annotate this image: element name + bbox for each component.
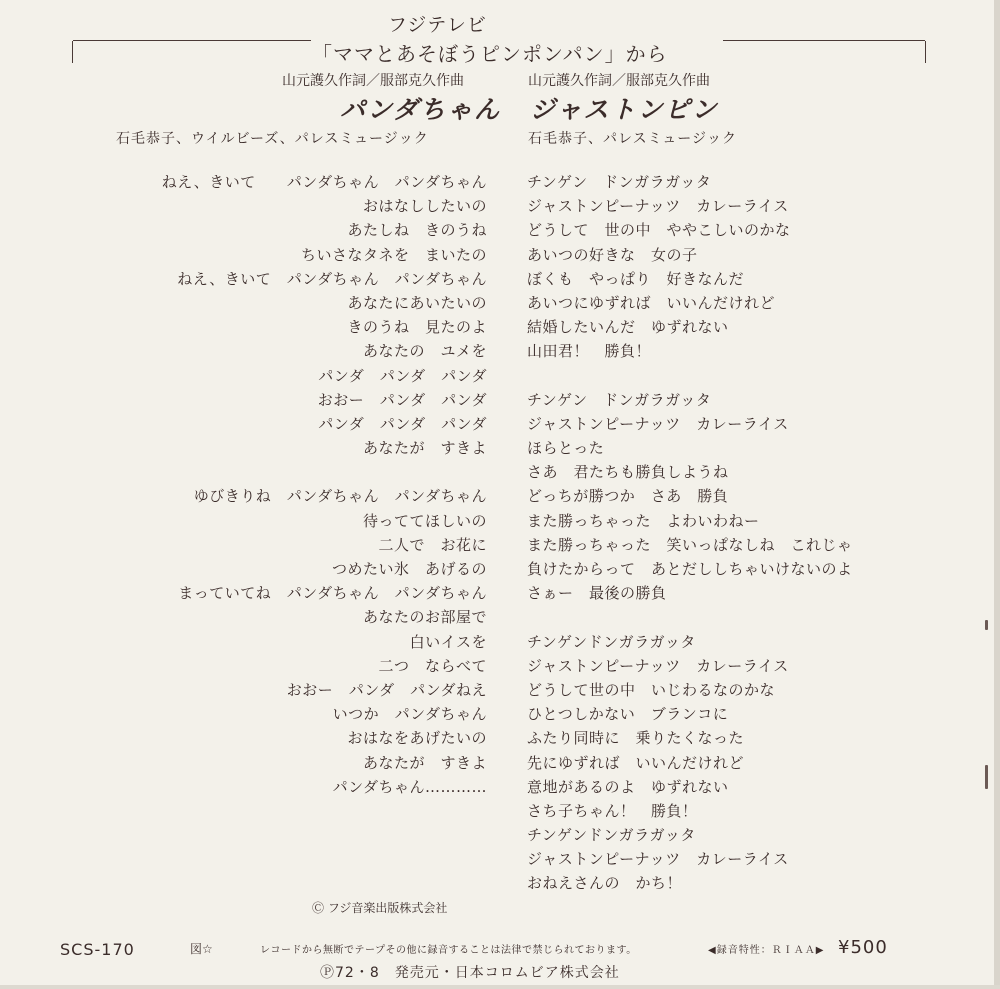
lyric-line: 待っててほしいの [362,511,487,530]
print-mark [985,620,988,630]
lyric-line: つめたい氷 あげるの [331,560,487,578]
lyric-line: ジャストンピーナッツ カレーライス [527,850,789,869]
lyric-line: いつか パンダちゃん [332,705,487,724]
lyric-line: ジャストンピーナッツ カレーライス [527,414,789,433]
lyric-line: おおー パンダ パンダねえ [286,680,487,699]
lyric-line: さち子ちゃん！ 勝負！ [527,801,698,820]
lyric-line: さあ 君たちも勝負しようね [527,463,729,482]
lyric-line: 二つ ならべて [378,656,487,675]
lyric-line: パンダちゃん………… [332,777,487,796]
lyric-line: 意地があるのよ ゆずれない [527,777,729,796]
lyric-line: どうして世の中 いじわるなのかな [527,680,776,699]
copyright-notice: Ⓒ フジ音楽出版株式会社 [312,901,448,915]
lyric-line: 負けたからって あとだししちゃいけないのよ [527,560,853,578]
lyric-line: あなたが すきよ [362,753,487,772]
lyrics-right-column [527,170,927,896]
lyric-line: あなたのお部屋で [362,608,487,627]
sleeve-edge [0,985,1000,989]
lyric-line: チンゲン ドンガラガッタ [527,390,712,409]
lyric-line: さぁー 最後の勝負 [527,584,667,603]
lyric-line: ジャストンピーナッツ カレーライス [527,656,789,675]
publisher: Ⓟ72・8 発売元・日本コロムビア株式会社 [320,965,620,981]
lyric-line: あたしね きのうね [347,221,487,240]
lyric-line: あいつの好きな 女の子 [527,245,698,264]
lyric-line: また勝っちゃった 笑いっぱなしね これじゃ [527,535,853,554]
lyric-line: 結婚したいんだ ゆずれない [527,318,729,337]
lyric-line: また勝っちゃった よわいわねー [527,511,760,530]
lyric-line: 山田君！ 勝負！ [527,342,652,361]
header-bracket-right [723,40,925,41]
copy-warning: レコードから無断でテープその他に録音することは法律で禁じられております。 [260,945,637,956]
song-title: パンダちゃん [340,95,502,124]
lyric-line: あなたにあいたいの [347,293,487,312]
lyrics-left-column [100,170,487,799]
lyric-line: あなたが すきよ [362,439,487,458]
song-performers: 石毛恭子、ウイルビーズ、パレスミュージック [116,131,429,147]
lyric-line: チンゲン ドンガラガッタ [527,173,712,191]
lyric-line: おはなししたいの [362,197,487,216]
sleeve-edge [994,0,1000,989]
lyric-line: ねえ、きいて パンダちゃん パンダちゃん [161,173,487,191]
lyric-line: ねえ、きいて パンダちゃん パンダちゃん [177,269,487,288]
song-credit: 山元護久作詞／服部克久作曲 [528,73,710,89]
lyric-line [100,460,487,484]
lyric-line: 先にゆずれば いいんだけれど [527,753,745,772]
lyric-line: ひとつしかない ブランコに [527,705,729,724]
lyric-line: おはなをあげたいの [347,729,487,748]
lyric-line: パンダ パンダ パンダ [318,414,487,433]
lyric-line: 二人で お花に [378,535,487,554]
lyric-line: おねえさんの かち！ [527,874,683,893]
lyric-line: 白いイスを [409,632,487,651]
price: ¥500 [838,937,888,958]
lyric-line: まっていてね パンダちゃん パンダちゃん [178,584,487,603]
lyric-line: チンゲンドンガラガッタ [527,632,696,651]
lyric-line [527,364,927,388]
tv-network: フジテレビ [388,14,487,36]
song-performers: 石毛恭子、パレスミュージック [528,131,738,147]
lyric-line: どうして 世の中 ややこしいのかな [527,221,791,240]
song-title: ジャストンピン [530,95,719,124]
lyric-line: ふたり同時に 乗りたくなった [527,729,745,748]
lyric-line: ジャストンピーナッツ カレーライス [527,197,789,216]
song-credit: 山元護久作詞／服部克久作曲 [282,73,464,89]
show-title: 「ママとあそぼうピンポンパン」から [312,42,668,66]
lyric-line: あいつにゆずれば いいんだけれど [527,293,776,312]
lyric-line: どっちが勝つか さあ 勝負 [527,487,729,506]
lyric-line: ほらとった [527,439,605,458]
lyric-line: ちいさなタネを まいたの [300,245,487,264]
lyric-line: きのうね 見たのよ [347,318,487,337]
header-bracket-left [73,40,311,41]
lyric-line: おおー パンダ パンダ [317,390,487,409]
lyric-line: ゆびきりね パンダちゃん パンダちゃん [193,487,487,506]
recording-characteristic: ◀録音特性：ＲＩＡＡ▶ [708,945,825,956]
lyric-line [527,605,927,629]
catalog-number: SCS-170 [60,940,135,959]
lyric-line: パンダ パンダ パンダ [318,366,487,385]
print-mark [985,765,988,789]
lyric-line: あなたの ユメを [362,342,487,361]
lyric-line: ぼくも やっぱり 好きなんだ [527,269,745,288]
lyric-line: チンゲンドンガラガッタ [527,826,696,845]
mono-mark: 図☆ [190,942,213,956]
